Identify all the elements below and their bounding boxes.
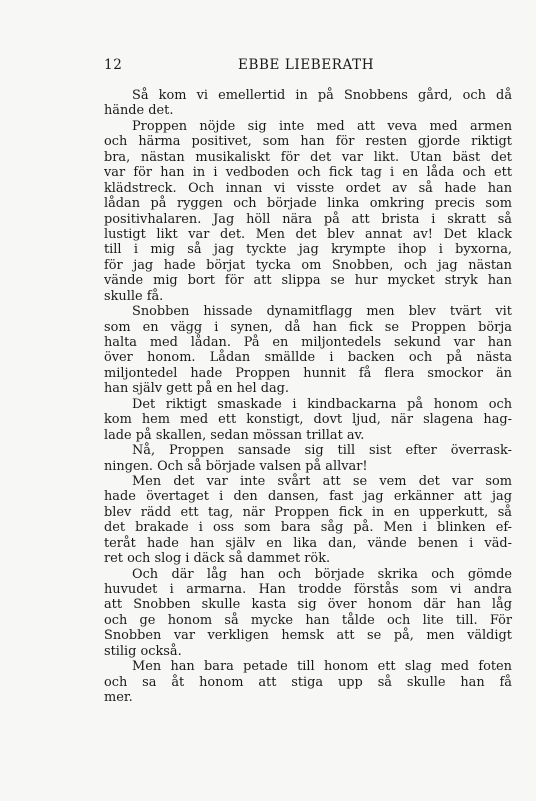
text-line: att Snobben skulle kasta sig över honom där han låg xyxy=(104,597,512,613)
text-line: var för han in i vedboden och fick tag i en låda och ett xyxy=(104,165,512,181)
text-line: positivhalaren. Jag höll nära på att brista i skratt så xyxy=(104,211,512,227)
text-line: ret och slog i däck så dammet rök. xyxy=(104,551,331,567)
text-line: Så kom vi emellertid in på Snobbens gård, och då xyxy=(132,88,512,103)
text-line: och ge honom så mycke han tålde och lite till. För xyxy=(104,612,512,628)
paragraph xyxy=(104,119,512,304)
text-line: Det riktigt smaskade i kindbackarna på honom och xyxy=(132,396,512,412)
paragraph xyxy=(104,397,512,443)
text-line: Och där låg han och började skrika och gömde xyxy=(132,566,512,582)
paragraph xyxy=(104,304,512,397)
text-line: hade övertaget i den dansen, fast jag erkänner att jag xyxy=(104,489,512,505)
text-line: lustigt likt var det. Men det blev annat av! Det klack xyxy=(104,226,512,242)
paragraph xyxy=(104,567,512,660)
text-line: han själv gett på en hel dag. xyxy=(104,381,290,397)
running-title: EBBE LIEBERATH xyxy=(238,57,375,73)
paragraph xyxy=(104,88,512,119)
text-line: vände mig bort för att slippa se hur mycket stryk han xyxy=(104,273,512,289)
text-line: Proppen nöjde sig inte med att veva med armen xyxy=(132,118,512,134)
text-line: och sa åt honom att stiga upp så skulle han få xyxy=(104,674,512,690)
paragraph xyxy=(104,659,512,705)
text-line: hände det. xyxy=(104,103,174,119)
text-line: huvudet i armarna. Han trodde förstås som vi andra xyxy=(104,582,512,597)
text-line: över honom. Lådan smällde i backen och på nästa xyxy=(104,350,512,366)
text-line: och härma positivet, som han för resten gjorde riktigt xyxy=(104,134,512,150)
text-line: Snobben hissade dynamitflagg men blev tvärt vit xyxy=(132,304,512,320)
text-line: Snobben var verkligen hemsk att se på, men väldigt xyxy=(104,628,512,644)
text-line: stilig också. xyxy=(104,643,182,659)
paragraph xyxy=(104,474,512,567)
text-line: miljontedel hade Proppen hunnit få flera smockor än xyxy=(104,365,512,381)
text-line: för jag hade börjat tycka om Snobben, och jag nästan xyxy=(104,257,512,273)
text-line: blev rädd ett tag, när Proppen fick in en upperkutt, så xyxy=(104,504,512,520)
text-line: skulle få. xyxy=(104,288,164,304)
text-line: Men han bara petade till honom ett slag med foten xyxy=(132,659,512,675)
page-number: 12 xyxy=(104,57,123,73)
text-line: bra, nästan musikaliskt för det var likt. Utan bäst det xyxy=(104,149,512,165)
text-line: det brakade i oss som bara såg på. Men i blinken ef- xyxy=(104,520,512,536)
text-line: lade på skallen, sedan mössan trillat av. xyxy=(104,427,365,443)
text-line: teråt hade han själv en lika dan, vände benen i väd- xyxy=(104,535,512,551)
text-line: klädstreck. Och innan vi visste ordet av så hade han xyxy=(104,180,512,196)
text-line: Nå, Proppen sansade sig till sist efter överrask- xyxy=(132,443,512,459)
text-line: kom hem med ett konstigt, dovt ljud, när slagena hag- xyxy=(104,412,512,428)
text-line: lådan på ryggen och började linka omkring precis som xyxy=(104,196,512,212)
text-line: mer. xyxy=(104,690,133,706)
paragraph xyxy=(104,443,512,474)
text-line: till i mig så jag tyckte jag krympte ihop i byxorna, xyxy=(104,242,512,258)
text-line: ningen. Och så började valsen på allvar! xyxy=(104,458,368,474)
page-header xyxy=(88,57,514,75)
body-text xyxy=(104,88,512,706)
text-line: som en vägg i synen, då han fick se Proppen börja xyxy=(104,319,512,335)
text-line: Men det var inte svårt att se vem det var som xyxy=(132,473,512,489)
text-line: halta med lådan. På en miljontedels sekund var han xyxy=(104,335,512,350)
